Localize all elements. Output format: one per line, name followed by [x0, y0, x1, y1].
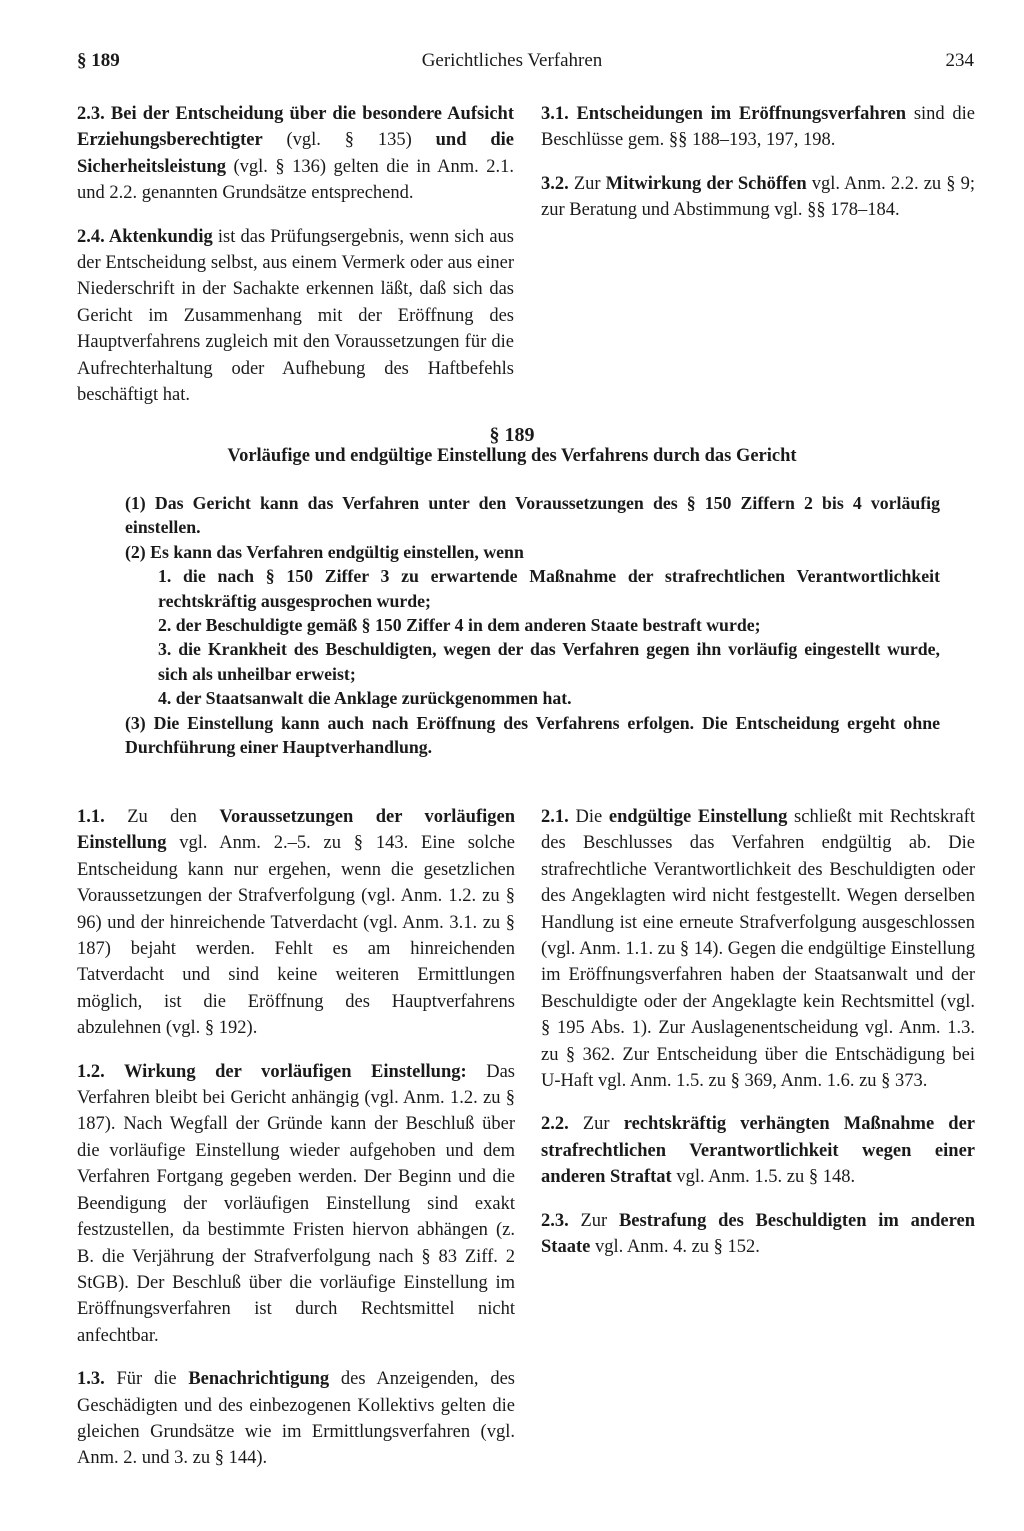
note-2-3: [541, 1208, 975, 1261]
notes-right-column: [541, 804, 975, 1278]
statute-item-3: 3. die Krankheit des Beschuldigten, wegen der das Verfahren gegen ihn vorläufig eingestellt wurde, sich als unheilbar erweist;: [158, 639, 940, 684]
note-emphasis: Benachrichtigung: [188, 1369, 330, 1390]
note-3-2-prev: [541, 171, 975, 224]
note-text: vgl. Anm. 2.2. zu § 9; zur Beratung und Abstimmung vgl. §§ 178–184.: [541, 173, 975, 221]
note-emphasis: Voraussetzungen der vorläufigen Einstellung: [77, 807, 515, 854]
note-heading: 2.3. Bei der Entscheidung über die besondere Aufsicht Erziehungsberechtigter: [77, 104, 514, 151]
statute-paragraph-3: (3) Die Einstellung kann auch nach Eröffnung des Verfahrens erfolgen. Die Entscheidung ergeht ohne Durchführung einer Hauptverhandlung.: [125, 712, 940, 758]
note-text: Zu den: [104, 807, 220, 827]
statute-paragraph-2: (2) Es kann das Verfahren endgültig einstellen, wenn: [125, 541, 524, 562]
note-text: Das Verfahren bleibt bei Gericht anhängig (vgl. Anm. 1.2. zu § 187). Nach Wegfall der Gründe kann der Beschluß über die vorläufige Einstellung wieder aufgehoben und dem Verfahren Fortgang gegeben werden. Der Beginn und die Beendigung der vorläufigen Einstellung sind exakt festzustellen, da bestimmte Fristen hiervon abhängen (z. B. die Verjährung der Strafverfolgung nach § 83 Ziff. 2 StGB). Der Beschluß über die vorläufige Einstellung im Eröffnungsverfahren ist durch Rechtsmittel nicht anfechtbar.: [77, 1061, 515, 1346]
note-text: Zur: [568, 1210, 619, 1231]
note-heading: 1.1.: [77, 807, 105, 827]
note-text: (vgl. § 135): [262, 130, 436, 151]
note-emphasis: Mitwirkung der Schöffen: [605, 173, 807, 194]
note-emphasis: Bestrafung des Beschuldigten im anderen Staate: [541, 1210, 976, 1258]
note-2-3-prev: [77, 101, 514, 207]
note-1-3: [77, 1366, 515, 1472]
statute-paragraph-1: (1) Das Gericht kann das Verfahren unter den Voraussetzungen des § 150 Ziffern 2 bis 4 vorläufig einstellen.: [125, 493, 940, 538]
note-text: vgl. Anm. 4. zu § 152.: [590, 1237, 760, 1258]
note-text: Für die: [104, 1369, 189, 1390]
notes-left-column: [77, 804, 515, 1489]
note-2-1: [541, 804, 975, 1094]
note-text: vgl. Anm. 1.5. zu § 148.: [671, 1167, 856, 1188]
note-1-1: [77, 804, 515, 1042]
section-number: § 189: [489, 424, 535, 446]
note-emphasis: endgültige Einstellung: [608, 807, 788, 827]
running-header-title: Gerichtliches Verfahren: [421, 50, 603, 71]
top-left-column: [77, 101, 514, 425]
section-title: Vorläufige und endgültige Einstellung des Verfahrens durch das Gericht: [227, 446, 797, 466]
statute-text: [125, 491, 940, 759]
note-2-4-prev: [77, 224, 514, 409]
note-text: Zur: [568, 173, 606, 194]
note-3-1-prev: [541, 101, 975, 154]
note-heading: 3.1. Entscheidungen im Eröffnungsverfahren: [541, 104, 907, 124]
note-text: schließt mit Rechtskraft des Beschlusses das Verfahren endgültig ab. Die strafrechtliche Verantwortlichkeit des Beschuldigten oder des Angeklagten wird nicht festgestellt. Wegen derselben Handlung ist eine erneute Strafverfolgung ausgeschlossen (vgl. Anm. 1.1. zu § 14). Gegen die endgültige Einstellung im Eröffnungsverfahren haben der Staatsanwalt und der Beschuldigte oder der Angeklagte kein Rechtsmittel (vgl. § 195 Abs. 1). Zur Auslagenentscheidung vgl. Anm. 1.3. zu § 362. Zur Entscheidung über die Entschädigung bei U-Haft vgl. Anm. 1.5. zu § 369, Anm. 1.6. zu § 373.: [541, 807, 975, 1092]
top-right-column: [541, 101, 975, 241]
page-number: 234: [945, 50, 974, 71]
note-text: Zur: [568, 1114, 624, 1135]
note-1-2: [77, 1059, 515, 1349]
note-heading: 2.3.: [541, 1210, 569, 1231]
note-2-2: [541, 1111, 975, 1190]
note-text: vgl. Anm. 2.–5. zu § 143. Eine solche Entscheidung kann nur ergehen, wenn die gesetzlichen Voraussetzungen der Strafverfolgung (vgl. Anm. 1.2. zu § 96) und der hinreichende Tatverdacht (vgl. Anm. 3.1. zu § 187) bejaht werden. Fehlt es am hinreichenden Tatverdacht und sind keine weiteren Ermittlungen möglich, ist die Eröffnung des Hauptverfahrens abzulehnen (vgl. § 192).: [77, 833, 515, 1039]
note-text: Die: [568, 807, 609, 827]
statute-item-1: 1. die nach § 150 Ziffer 3 zu erwartende Maßnahme der strafrechtlichen Verantwortlichkeit rechtskräftig ausgesprochen wurde;: [158, 566, 940, 611]
running-header-section: § 189: [77, 50, 120, 71]
note-text: ist das Prüfungsergebnis, wenn sich aus der Entscheidung selbst, aus einem Vermerk oder aus einer Niederschrift in der Sachakte erkennen läßt, daß sich das Gericht im Zusammenhang mit der Eröffnung des Hauptverfahrens zugleich mit den Voraussetzungen für die Aufrechterhaltung oder Aufhebung des Haftbefehls beschäftigt hat.: [77, 226, 514, 406]
note-emphasis: rechtskräftig verhängten Maßnahme der strafrechtlichen Verantwortlichkeit wegen einer anderen Straftat: [541, 1114, 975, 1188]
note-heading: 2.1.: [541, 807, 569, 827]
note-text: sind die Beschlüsse gem. §§ 188–193, 197, 198.: [541, 104, 975, 151]
note-heading: 1.2. Wirkung der vorläufigen Einstellung:: [77, 1061, 467, 1082]
note-heading: 2.2.: [541, 1114, 569, 1135]
statute-item-4: 4. der Staatsanwalt die Anklage zurückgenommen hat.: [158, 688, 572, 709]
statute-item-2: 2. der Beschuldigte gemäß § 150 Ziffer 4 in dem anderen Staate bestraft wurde;: [158, 615, 761, 636]
note-heading: 1.3.: [77, 1369, 105, 1390]
note-text: des Anzeigenden, des Geschädigten und des einbezogenen Kollektivs gelten die gleichen Grundsätze wie im Ermittlungsverfahren (vgl. Anm. 2. und 3. zu § 144).: [77, 1369, 515, 1469]
note-text: (vgl. § 136) gelten die in Anm. 2.1. und 2.2. genannten Grundsätze entsprechend.: [77, 156, 514, 204]
note-emphasis: und die Sicherheitsleistung: [77, 130, 514, 177]
note-heading: 2.4. Aktenkundig: [77, 226, 213, 247]
note-heading: 3.2.: [541, 173, 569, 194]
